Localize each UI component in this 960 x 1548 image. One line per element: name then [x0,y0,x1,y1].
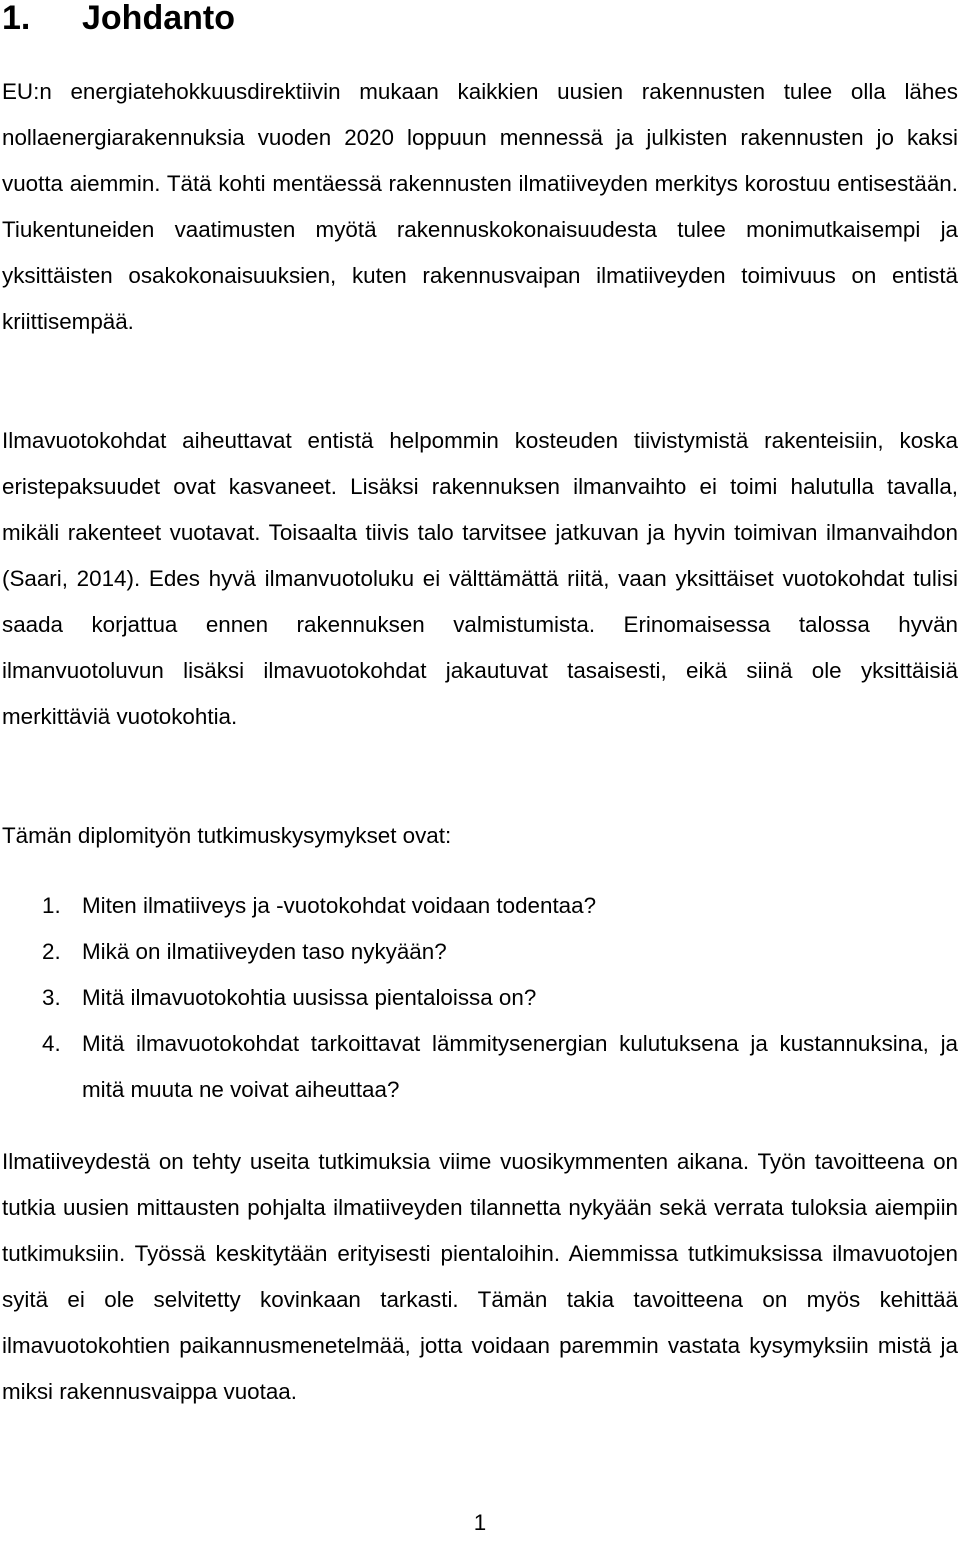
paragraph-objectives: Ilmatiiveydestä on tehty useita tutkimuksia viime vuosikymmenten aikana. Työn tavoitteena on tutkia uusien mittausten pohjalta ilmatiiveyden tilannetta nykyään sekä verrata tuloksia aiempiin tutkimuksiin. Työssä keskitytään erityisesti pientaloihin. Aiemmissa tutkimuksissa ilmavuotojen syitä ei ole selvitetty kovinkaan tarkasti. Tämän takia tavoitteena on myös kehittää ilmavuotokohtien paikannusmenetelmää, jotta voidaan paremmin vastata kysymyksiin mistä ja miksi rakennusvaippa vuotaa. [2,1149,958,1404]
list-item-number: 4. [42,1031,61,1056]
list-item [2,883,958,929]
list-item [2,929,958,975]
list-item-text: Mitä ilmavuotokohdat tarkoittavat lämmitysenergian kulutuksena ja kustannuksina, ja mitä muuta ne voivat aiheuttaa? [82,1031,958,1102]
list-item-text: Mikä on ilmatiiveyden taso nykyään? [82,939,447,964]
list-item [2,975,958,1021]
paragraph-intro: EU:n energiatehokkuusdirektiivin mukaan kaikkien uusien rakennusten tulee olla lähes nollaenergiarakennuksia vuoden 2020 loppuun mennessä ja julkisten rakennusten jo kaksi vuotta aiemmin. Tätä kohti mentäessä rakennusten ilmatiiveyden merkitys korostuu entisestään. Tiukentuneiden vaatimusten myötä rakennuskokonaisuudesta tulee monimutkaisempi ja yksittäisten osakokonaisuuksien, kuten rakennusvaipan ilmatiiveyden toimivuus on entistä kriittisempää. [2,79,958,334]
chapter-heading [2,0,235,40]
list-item-text: Miten ilmatiiveys ja -vuotokohdat voidaan todentaa? [82,893,597,918]
paragraph-research-questions-intro: Tämän diplomityön tutkimuskysymykset ovat: [2,823,452,848]
page-number: 1 [473,1510,487,1535]
list-item-number: 3. [42,985,61,1010]
list-item-text: Mitä ilmavuotokohtia uusissa pientaloissa on? [82,985,537,1010]
research-questions-list [2,883,958,1113]
chapter-number: 1. [2,0,31,37]
list-item-number: 2. [42,939,61,964]
paragraph-air-leaks: Ilmavuotokohdat aiheuttavat entistä helpommin kosteuden tiivistymistä rakenteisiin, koska eristepaksuudet ovat kasvaneet. Lisäksi rakennuksen ilmanvaihto ei toimi halutulla tavalla, mikäli rakenteet vuotavat. Toisaalta tiivis talo tarvitsee jatkuvan ja hyvin toimivan ilmanvaihdon (Saari, 2014). Edes hyvä ilmanvuotoluku ei välttämättä riitä, vaan yksittäiset vuotokohdat tulisi saada korjattua ennen rakennuksen valmistumista. Erinomaisessa talossa hyvän ilmanvuotoluvun lisäksi ilmavuotokohdat jakautuvat tasaisesti, eikä siinä ole yksittäisiä merkittäviä vuotokohtia. [2,428,958,729]
chapter-title: Johdanto [82,0,235,37]
list-item [2,1021,958,1113]
list-item-number: 1. [42,893,61,918]
